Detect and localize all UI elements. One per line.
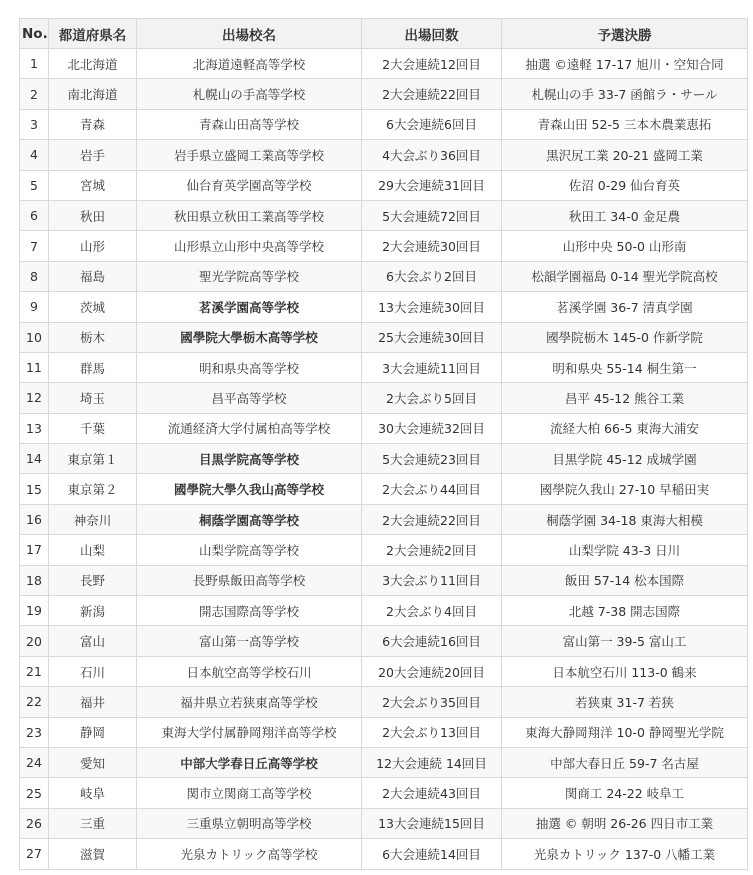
cell-qualifier-final: 茗溪学園 36-7 清真学園: [502, 292, 748, 322]
cell-prefecture: 茨城: [49, 292, 137, 322]
cell-appearances: 3大会連続11回目: [362, 352, 502, 382]
cell-prefecture: 福島: [49, 261, 137, 291]
cell-school: 中部大学春日丘高等学校: [137, 747, 362, 777]
cell-qualifier-final: 國學院久我山 27-10 早稲田実: [502, 474, 748, 504]
table-row: [20, 200, 748, 230]
cell-appearances: 6大会連続14回目: [362, 839, 502, 869]
cell-prefecture: 石川: [49, 656, 137, 686]
cell-appearances: 2大会連続22回目: [362, 79, 502, 109]
cell-qualifier-final: 中部大春日丘 59-7 名古屋: [502, 747, 748, 777]
cell-school: 福井県立若狭東高等学校: [137, 687, 362, 717]
cell-prefecture: 静岡: [49, 717, 137, 747]
cell-prefecture: 千葉: [49, 413, 137, 443]
cell-qualifier-final: 國學院栃木 145-0 作新学院: [502, 322, 748, 352]
cell-qualifier-final: 富山第一 39-5 富山工: [502, 626, 748, 656]
cell-appearances: 6大会連続16回目: [362, 626, 502, 656]
cell-no: 7: [20, 231, 49, 261]
cell-qualifier-final: 光泉カトリック 137-0 八幡工業: [502, 839, 748, 869]
cell-appearances: 29大会連続31回目: [362, 170, 502, 200]
cell-appearances: 2大会ぶり13回目: [362, 717, 502, 747]
cell-prefecture: 山梨: [49, 535, 137, 565]
cell-qualifier-final: 北越 7-38 開志国際: [502, 596, 748, 626]
header-no: No.: [20, 19, 49, 49]
header-school: 出場校名: [137, 19, 362, 49]
cell-appearances: 2大会連続30回目: [362, 231, 502, 261]
cell-school: 光泉カトリック高等学校: [137, 839, 362, 869]
cell-no: 11: [20, 352, 49, 382]
cell-qualifier-final: 松韻学園福島 0-14 聖光学院高校: [502, 261, 748, 291]
cell-appearances: 2大会連続12回目: [362, 49, 502, 79]
cell-school: 日本航空高等学校石川: [137, 656, 362, 686]
cell-no: 27: [20, 839, 49, 869]
cell-qualifier-final: 秋田工 34-0 金足農: [502, 200, 748, 230]
cell-qualifier-final: 札幌山の手 33-7 函館ラ・サール: [502, 79, 748, 109]
table-row: [20, 292, 748, 322]
cell-prefecture: 福井: [49, 687, 137, 717]
cell-prefecture: 富山: [49, 626, 137, 656]
table-row: [20, 49, 748, 79]
cell-no: 6: [20, 200, 49, 230]
cell-appearances: 20大会連続20回目: [362, 656, 502, 686]
cell-appearances: 5大会連続23回目: [362, 444, 502, 474]
cell-school: 東海大学付属静岡翔洋高等学校: [137, 717, 362, 747]
cell-school: 目黒学院高等学校: [137, 444, 362, 474]
table-row: [20, 444, 748, 474]
cell-school: 開志国際高等学校: [137, 596, 362, 626]
cell-school: 昌平高等学校: [137, 383, 362, 413]
table-row: [20, 535, 748, 565]
schools-table: [19, 18, 748, 870]
cell-school: 富山第一高等学校: [137, 626, 362, 656]
cell-prefecture: 滋賀: [49, 839, 137, 869]
table-row: [20, 565, 748, 595]
cell-appearances: 3大会ぶり11回目: [362, 565, 502, 595]
cell-qualifier-final: 山梨学院 43-3 日川: [502, 535, 748, 565]
cell-school: 茗溪学園高等学校: [137, 292, 362, 322]
cell-no: 4: [20, 140, 49, 170]
cell-school: 北海道遠軽高等学校: [137, 49, 362, 79]
cell-qualifier-final: 目黒学院 45-12 成城学園: [502, 444, 748, 474]
cell-appearances: 2大会ぶり44回目: [362, 474, 502, 504]
cell-school: 仙台育英学園高等学校: [137, 170, 362, 200]
cell-no: 14: [20, 444, 49, 474]
cell-school: 國學院大學栃木高等学校: [137, 322, 362, 352]
table-row: [20, 109, 748, 139]
cell-no: 21: [20, 656, 49, 686]
cell-no: 17: [20, 535, 49, 565]
table-row: [20, 808, 748, 838]
cell-qualifier-final: 青森山田 52-5 三本木農業恵拓: [502, 109, 748, 139]
header-prefecture: 都道府県名: [49, 19, 137, 49]
cell-prefecture: 南北海道: [49, 79, 137, 109]
cell-no: 19: [20, 596, 49, 626]
cell-appearances: 6大会連続6回目: [362, 109, 502, 139]
cell-appearances: 13大会連続15回目: [362, 808, 502, 838]
cell-school: 札幌山の手高等学校: [137, 79, 362, 109]
cell-prefecture: 埼玉: [49, 383, 137, 413]
cell-prefecture: 岩手: [49, 140, 137, 170]
cell-qualifier-final: 桐蔭学園 34-18 東海大相模: [502, 504, 748, 534]
cell-prefecture: 愛知: [49, 747, 137, 777]
cell-appearances: 2大会ぶり4回目: [362, 596, 502, 626]
table-row: [20, 687, 748, 717]
cell-school: 長野県飯田高等学校: [137, 565, 362, 595]
cell-no: 9: [20, 292, 49, 322]
cell-no: 23: [20, 717, 49, 747]
cell-qualifier-final: 抽選 ©遠軽 17-17 旭川・空知合同: [502, 49, 748, 79]
cell-appearances: 5大会連続72回目: [362, 200, 502, 230]
table-row: [20, 839, 748, 869]
cell-appearances: 2大会連続2回目: [362, 535, 502, 565]
table-row: [20, 322, 748, 352]
table-row: [20, 596, 748, 626]
table-row: [20, 717, 748, 747]
cell-qualifier-final: 若狭東 31-7 若狭: [502, 687, 748, 717]
cell-no: 2: [20, 79, 49, 109]
table-body: [20, 49, 748, 870]
cell-school: 岩手県立盛岡工業高等学校: [137, 140, 362, 170]
cell-no: 25: [20, 778, 49, 808]
cell-prefecture: 栃木: [49, 322, 137, 352]
cell-no: 15: [20, 474, 49, 504]
cell-school: 関市立関商工高等学校: [137, 778, 362, 808]
cell-no: 20: [20, 626, 49, 656]
cell-prefecture: 青森: [49, 109, 137, 139]
cell-prefecture: 東京第２: [49, 474, 137, 504]
header-qualifier-final: 予選決勝: [502, 19, 748, 49]
cell-qualifier-final: 明和県央 55-14 桐生第一: [502, 352, 748, 382]
cell-no: 10: [20, 322, 49, 352]
table-row: [20, 231, 748, 261]
cell-no: 3: [20, 109, 49, 139]
table-row: [20, 474, 748, 504]
cell-no: 13: [20, 413, 49, 443]
cell-school: 流通経済大学付属柏高等学校: [137, 413, 362, 443]
cell-appearances: 6大会ぶり2回目: [362, 261, 502, 291]
cell-appearances: 13大会連続30回目: [362, 292, 502, 322]
cell-prefecture: 群馬: [49, 352, 137, 382]
cell-appearances: 2大会ぶり5回目: [362, 383, 502, 413]
cell-appearances: 2大会連続22回目: [362, 504, 502, 534]
table-row: [20, 747, 748, 777]
cell-no: 16: [20, 504, 49, 534]
cell-school: 山形県立山形中央高等学校: [137, 231, 362, 261]
cell-qualifier-final: 山形中央 50-0 山形南: [502, 231, 748, 261]
cell-qualifier-final: 佐沼 0-29 仙台育英: [502, 170, 748, 200]
cell-qualifier-final: 抽選 © 朝明 26-26 四日市工業: [502, 808, 748, 838]
header-appearances: 出場回数: [362, 19, 502, 49]
cell-qualifier-final: 流経大柏 66-5 東海大浦安: [502, 413, 748, 443]
table-row: [20, 383, 748, 413]
cell-school: 青森山田高等学校: [137, 109, 362, 139]
cell-prefecture: 岐阜: [49, 778, 137, 808]
cell-school: 明和県央高等学校: [137, 352, 362, 382]
cell-appearances: 25大会連続30回目: [362, 322, 502, 352]
cell-school: 聖光学院高等学校: [137, 261, 362, 291]
cell-no: 1: [20, 49, 49, 79]
table-row: [20, 261, 748, 291]
cell-prefecture: 宮城: [49, 170, 137, 200]
cell-no: 8: [20, 261, 49, 291]
cell-prefecture: 長野: [49, 565, 137, 595]
table-row: [20, 352, 748, 382]
cell-school: 桐蔭学園高等学校: [137, 504, 362, 534]
cell-appearances: 4大会ぶり36回目: [362, 140, 502, 170]
cell-qualifier-final: 飯田 57-14 松本国際: [502, 565, 748, 595]
table-row: [20, 140, 748, 170]
table-row: [20, 778, 748, 808]
cell-no: 12: [20, 383, 49, 413]
cell-school: 山梨学院高等学校: [137, 535, 362, 565]
cell-no: 18: [20, 565, 49, 595]
table-row: [20, 79, 748, 109]
cell-qualifier-final: 関商工 24-22 岐阜工: [502, 778, 748, 808]
cell-qualifier-final: 昌平 45-12 熊谷工業: [502, 383, 748, 413]
cell-prefecture: 三重: [49, 808, 137, 838]
cell-qualifier-final: 黒沢尻工業 20-21 盛岡工業: [502, 140, 748, 170]
cell-no: 22: [20, 687, 49, 717]
cell-no: 5: [20, 170, 49, 200]
table-row: [20, 626, 748, 656]
cell-prefecture: 山形: [49, 231, 137, 261]
table-row: [20, 413, 748, 443]
cell-appearances: 30大会連続32回目: [362, 413, 502, 443]
table-header-row: [20, 19, 748, 49]
cell-school: 國學院大學久我山高等学校: [137, 474, 362, 504]
cell-prefecture: 北北海道: [49, 49, 137, 79]
cell-qualifier-final: 日本航空石川 113-0 鶴来: [502, 656, 748, 686]
cell-qualifier-final: 東海大静岡翔洋 10-0 静岡聖光学院: [502, 717, 748, 747]
table-row: [20, 656, 748, 686]
table-row: [20, 504, 748, 534]
cell-no: 26: [20, 808, 49, 838]
cell-prefecture: 神奈川: [49, 504, 137, 534]
cell-school: 秋田県立秋田工業高等学校: [137, 200, 362, 230]
table-row: [20, 170, 748, 200]
cell-prefecture: 東京第１: [49, 444, 137, 474]
cell-appearances: 2大会ぶり35回目: [362, 687, 502, 717]
cell-prefecture: 新潟: [49, 596, 137, 626]
cell-prefecture: 秋田: [49, 200, 137, 230]
cell-no: 24: [20, 747, 49, 777]
cell-appearances: 12大会連続 14回目: [362, 747, 502, 777]
cell-appearances: 2大会連続43回目: [362, 778, 502, 808]
cell-school: 三重県立朝明高等学校: [137, 808, 362, 838]
